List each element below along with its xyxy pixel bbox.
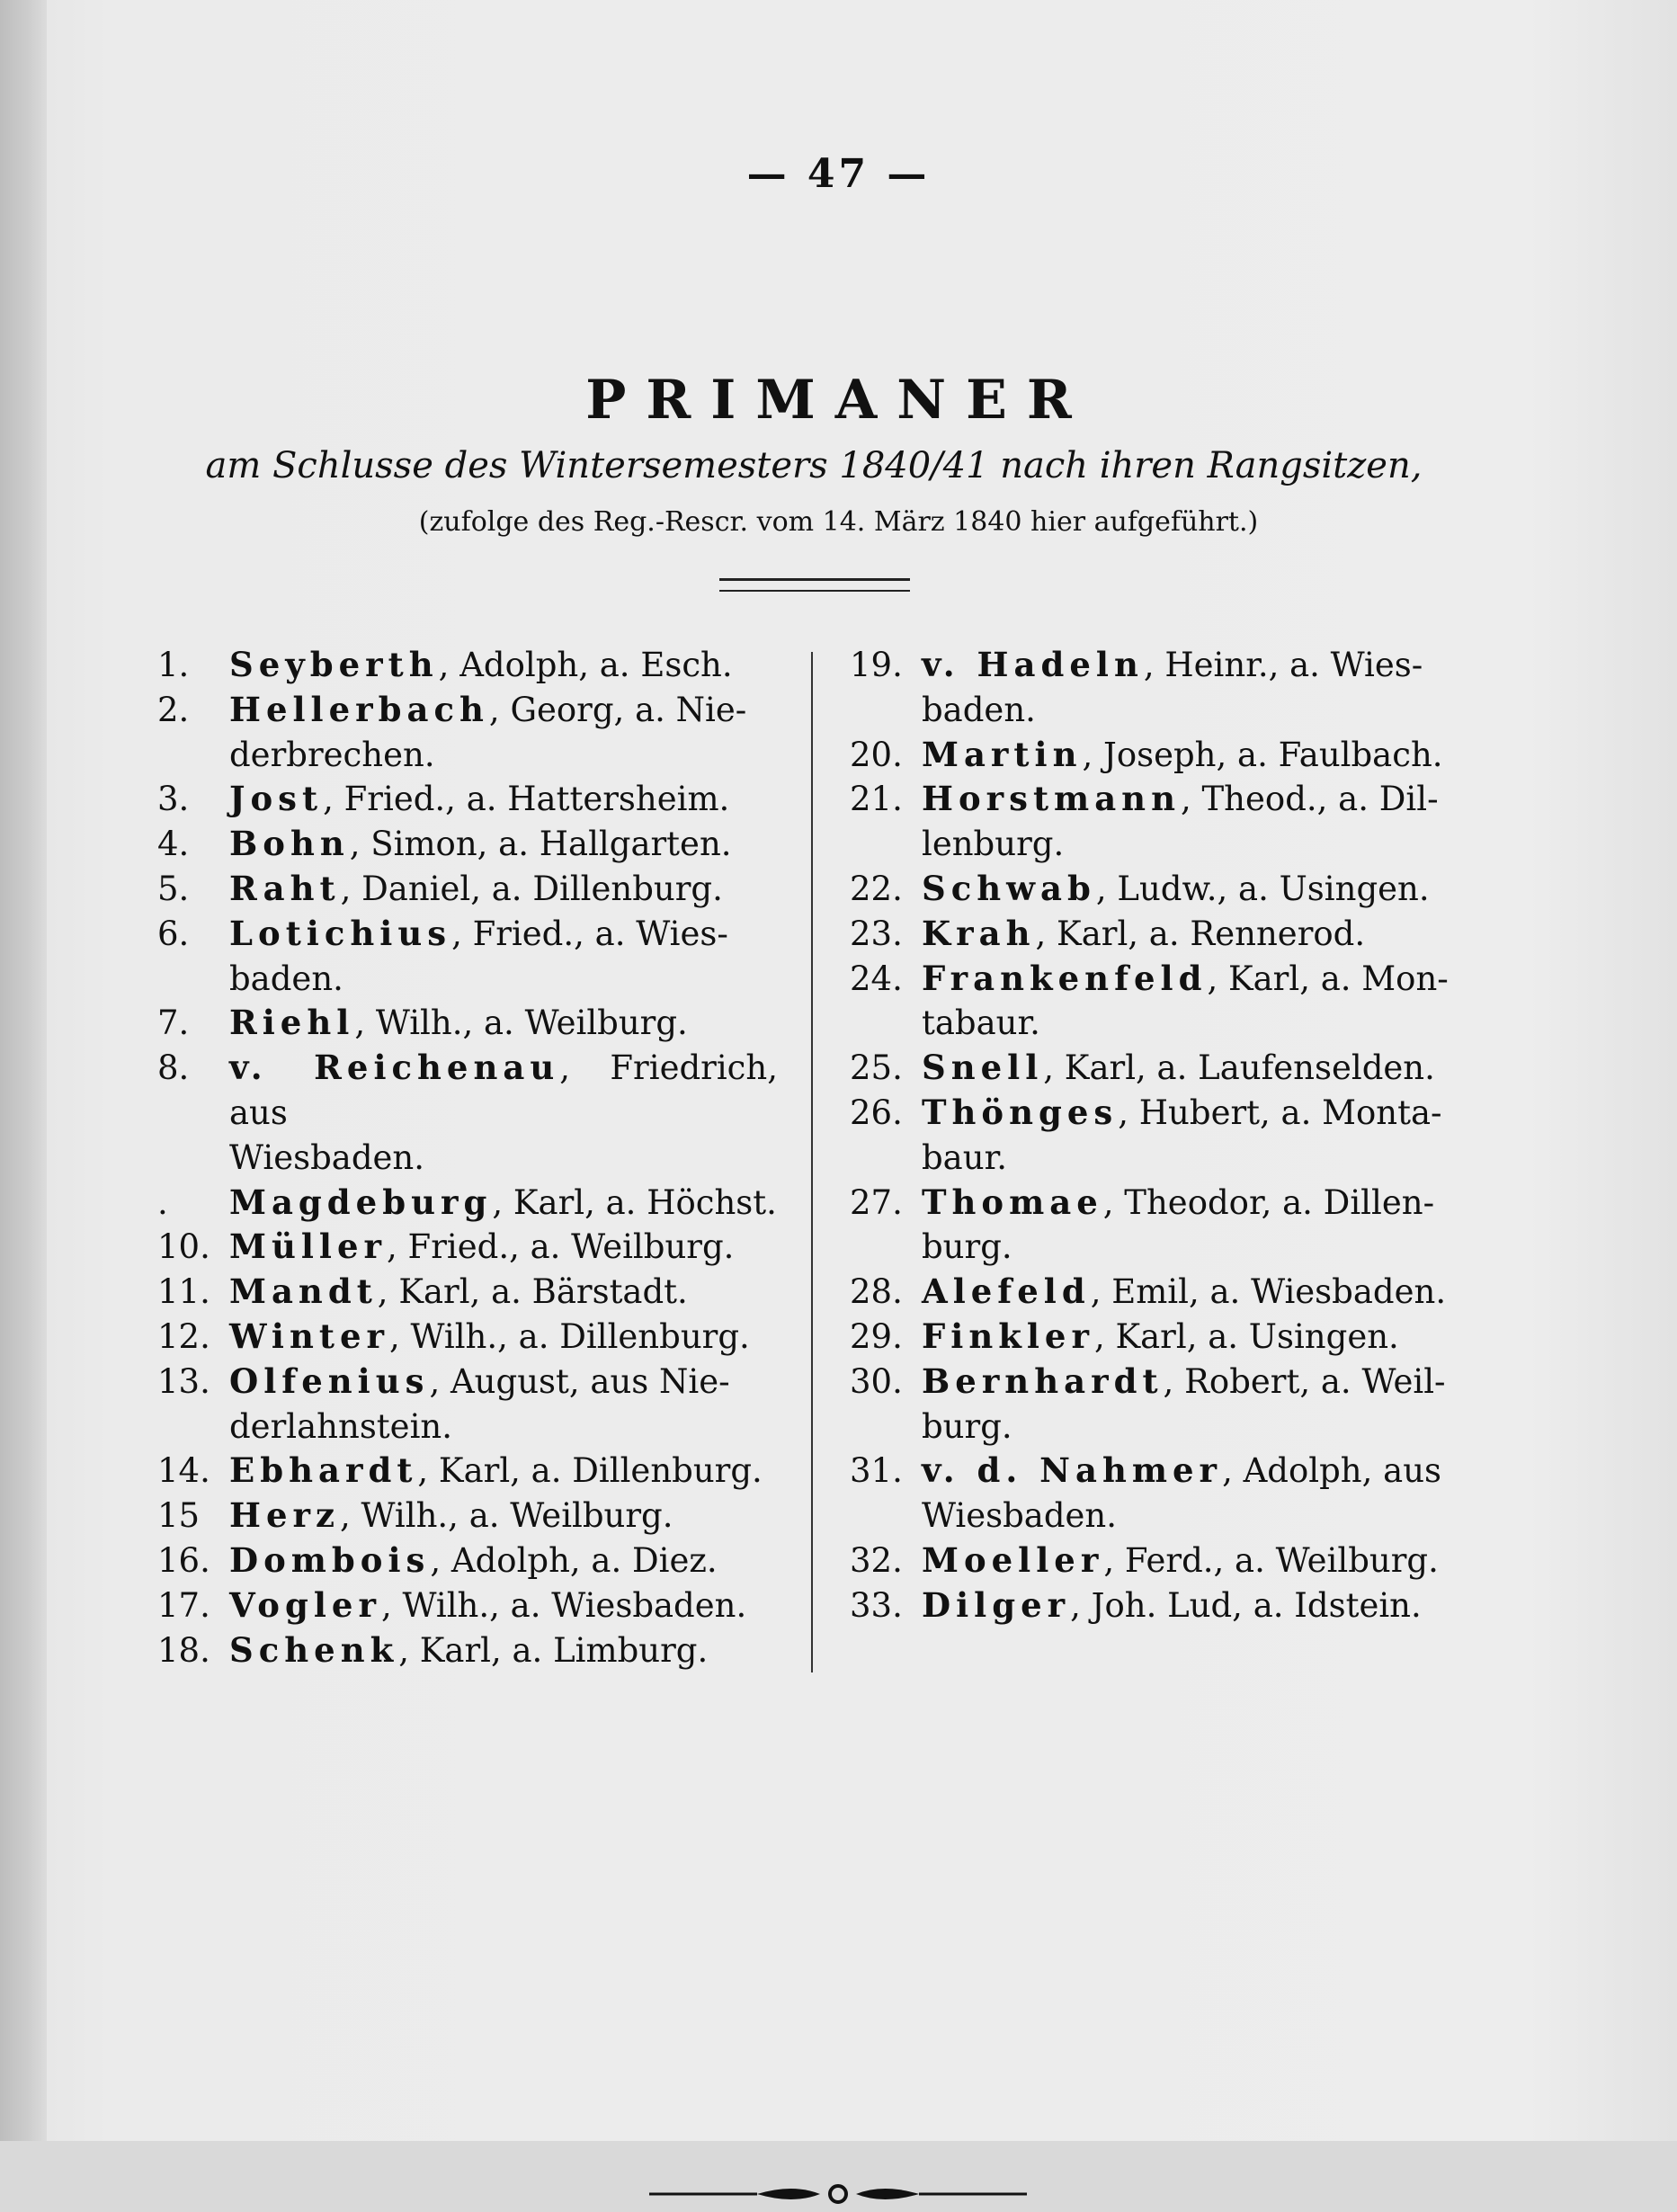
rank-number: 22.	[850, 869, 903, 908]
rank-number: 25.	[850, 1048, 903, 1088]
rank-number: 28.	[850, 1272, 903, 1312]
student-surname: v. Hadeln	[922, 645, 1144, 684]
student-entry	[850, 1539, 1470, 1583]
list-item	[850, 1583, 1470, 1628]
rank-number: 21.	[850, 780, 903, 819]
student-details: , Simon, a. Hallgarten.	[349, 825, 732, 864]
student-details: , Joseph, a. Faulbach.	[1082, 735, 1443, 774]
rank-number: 30.	[850, 1361, 903, 1401]
student-surname: Magdeburg	[229, 1182, 493, 1222]
list-item	[850, 1046, 1470, 1091]
closing-ornament	[649, 2176, 1027, 2212]
rank-number: .	[157, 1182, 168, 1222]
rank-number: 17.	[157, 1585, 210, 1625]
rank-number: 3.	[157, 780, 190, 819]
student-surname: Krah	[922, 913, 1036, 953]
student-surname: Bohn	[229, 824, 350, 864]
list-item	[157, 1270, 778, 1315]
list-item	[157, 1315, 778, 1360]
student-details-continued: lenburg.	[922, 825, 1065, 864]
student-details: , Fried., a. Wies-	[451, 914, 728, 953]
student-details: , Heinr., a. Wies-	[1143, 646, 1423, 684]
list-item	[157, 1181, 778, 1226]
rank-number: 10.	[157, 1227, 210, 1267]
list-item	[850, 1091, 1470, 1181]
rank-number: 7.	[157, 1003, 190, 1043]
subtitle: am Schlusse des Wintersemesters 1840/41 nach ihren Rangsitzen,	[205, 445, 1423, 486]
rank-number: 24.	[850, 959, 903, 998]
student-list-left	[157, 643, 778, 1672]
student-entry	[157, 1270, 778, 1315]
list-item	[157, 1628, 778, 1673]
student-surname: Moeller	[922, 1539, 1104, 1580]
list-item	[850, 1360, 1470, 1449]
student-details: , Wilh., a. Weilburg.	[354, 1003, 688, 1043]
student-details: , Karl, a. Laufenselden.	[1043, 1048, 1435, 1088]
rank-number: 4.	[157, 825, 190, 864]
student-details: , Theodor, a. Dillen-	[1102, 1182, 1435, 1222]
student-entry	[157, 1494, 778, 1539]
student-entry	[157, 1046, 778, 1136]
rank-number: 27.	[850, 1182, 903, 1222]
student-surname: Dilger	[922, 1584, 1071, 1625]
student-details: , Georg, a. Nie-	[488, 690, 747, 729]
student-details: , August, aus Nie-	[429, 1361, 730, 1401]
student-list-right	[850, 643, 1470, 1628]
book-binding-shadow	[0, 0, 47, 2141]
student-surname: Dombois	[229, 1539, 431, 1580]
list-item	[157, 688, 778, 778]
rank-number: 18.	[157, 1630, 210, 1670]
list-item	[850, 1270, 1470, 1315]
student-details: , Karl, a. Usingen.	[1093, 1316, 1399, 1356]
student-entry	[850, 1270, 1470, 1315]
student-entry	[157, 1628, 778, 1673]
student-details: , Joh. Lud, a. Idstein.	[1070, 1585, 1422, 1625]
student-entry	[850, 867, 1470, 912]
student-surname: Alefeld	[922, 1271, 1091, 1312]
student-details-continued: Wiesbaden.	[922, 1496, 1118, 1536]
list-item	[850, 1181, 1470, 1271]
student-details-continued: derbrechen.	[229, 735, 435, 774]
page-number: — 47 —	[746, 151, 931, 197]
student-details-continued: baden.	[229, 959, 343, 998]
student-details: , Karl, a. Limburg.	[398, 1630, 709, 1670]
student-entry	[850, 777, 1470, 822]
student-surname: Mandt	[229, 1271, 378, 1312]
student-entry	[157, 822, 778, 867]
student-surname: Seyberth	[229, 645, 439, 684]
student-surname: Martin	[922, 734, 1083, 774]
student-entry	[850, 643, 1470, 688]
list-item	[157, 1046, 778, 1180]
list-item	[157, 822, 778, 867]
student-entry	[157, 1001, 778, 1046]
student-entry	[850, 1449, 1470, 1494]
list-item	[850, 1539, 1470, 1583]
list-item	[850, 1449, 1470, 1539]
student-details-continued: burg.	[922, 1227, 1012, 1267]
student-surname: Vogler	[229, 1584, 381, 1625]
student-surname: Hellerbach	[229, 689, 489, 729]
student-details: , Theod., a. Dil-	[1180, 780, 1439, 819]
decree-note: (zufolge des Reg.-Rescr. vom 14. März 1840 hier aufgeführt.)	[418, 506, 1259, 538]
student-details: , Ludw., a. Usingen.	[1095, 869, 1430, 908]
list-item	[157, 1449, 778, 1494]
list-item	[157, 1539, 778, 1583]
rank-number: 8.	[157, 1048, 190, 1088]
student-entry	[157, 777, 778, 822]
student-details-continued: baden.	[922, 690, 1036, 729]
student-entry	[157, 912, 778, 957]
student-details: , Ferd., a. Weilburg.	[1103, 1540, 1439, 1580]
student-entry	[850, 1583, 1470, 1628]
student-details: , Karl, a. Mon-	[1207, 959, 1449, 998]
rank-number: 1.	[157, 646, 190, 684]
rank-number: 13.	[157, 1361, 210, 1401]
student-surname: Herz	[229, 1495, 341, 1536]
student-entry	[850, 1046, 1470, 1091]
rank-number: 14.	[157, 1451, 210, 1491]
student-entry	[850, 1181, 1470, 1226]
student-surname: Finkler	[922, 1316, 1094, 1356]
student-surname: v. Reichenau	[229, 1048, 560, 1088]
student-entry	[850, 1315, 1470, 1360]
rank-number: 12.	[157, 1316, 210, 1356]
list-item	[157, 1494, 778, 1539]
rank-number: 26.	[850, 1093, 903, 1132]
rank-number: 11.	[157, 1272, 210, 1312]
student-details: , Fried., a. Hattersheim.	[323, 780, 730, 819]
student-entry	[157, 1583, 778, 1628]
student-entry	[850, 957, 1470, 1002]
list-item	[157, 777, 778, 822]
column-divider	[811, 652, 813, 1672]
student-details: , Adolph, aus	[1222, 1451, 1442, 1491]
list-item	[850, 912, 1470, 957]
student-surname: v. d. Nahmer	[922, 1450, 1223, 1491]
student-details-continued: derlahnstein.	[229, 1406, 452, 1446]
list-item	[157, 867, 778, 912]
list-item	[850, 777, 1470, 867]
student-surname: Thönges	[922, 1092, 1119, 1132]
list-item	[157, 912, 778, 1002]
rank-number: 15	[157, 1496, 201, 1536]
list-item	[850, 1315, 1470, 1360]
list-item	[157, 643, 778, 688]
rank-number: 32.	[850, 1540, 903, 1580]
student-surname: Schenk	[229, 1629, 399, 1670]
student-surname: Jost	[229, 779, 324, 819]
student-surname: Lotichius	[229, 913, 452, 953]
list-item	[850, 643, 1470, 733]
student-surname: Snell	[922, 1048, 1044, 1088]
student-details: , Wilh., a. Wiesbaden.	[380, 1585, 747, 1625]
rank-number: 29.	[850, 1316, 903, 1356]
list-item	[157, 1583, 778, 1628]
student-details: , Emil, a. Wiesbaden.	[1090, 1272, 1447, 1312]
student-details: , Karl, a. Höchst.	[492, 1182, 777, 1222]
student-entry	[157, 867, 778, 912]
rank-number: 19.	[850, 646, 903, 684]
list-item	[157, 1001, 778, 1046]
student-surname: Raht	[229, 868, 341, 908]
student-details-continued: burg.	[922, 1406, 1012, 1446]
student-details: , Wilh., a. Dillenburg.	[388, 1316, 750, 1356]
rank-number: 5.	[157, 869, 190, 908]
student-entry	[157, 1360, 778, 1405]
student-surname: Ebhardt	[229, 1450, 418, 1491]
student-surname: Riehl	[229, 1003, 355, 1043]
student-surname: Winter	[229, 1316, 389, 1356]
student-surname: Müller	[229, 1226, 388, 1267]
student-entry	[850, 1091, 1470, 1136]
rank-number: 31.	[850, 1451, 903, 1491]
student-details: , Wilh., a. Weilburg.	[340, 1496, 673, 1536]
student-entry	[157, 1449, 778, 1494]
student-surname: Schwab	[922, 868, 1096, 908]
student-entry	[850, 733, 1470, 778]
student-details: , Robert, a. Weil-	[1163, 1361, 1446, 1401]
student-details: , Adolph, a. Diez.	[430, 1540, 718, 1580]
rank-number: 6.	[157, 914, 190, 953]
student-entry	[157, 1315, 778, 1360]
student-surname: Frankenfeld	[922, 958, 1208, 998]
student-details: , Karl, a. Bärstadt.	[377, 1272, 688, 1312]
rank-number: 2.	[157, 690, 190, 729]
student-entry	[157, 1539, 778, 1583]
student-details: , Daniel, a. Dillenburg.	[340, 869, 723, 908]
student-details-continued: baur.	[922, 1137, 1007, 1177]
list-item	[157, 1360, 778, 1449]
page-title: PRIMANER	[585, 369, 1092, 432]
student-details-continued: Wiesbaden.	[229, 1137, 425, 1177]
student-entry	[157, 1181, 778, 1226]
student-surname: Olfenius	[229, 1360, 430, 1401]
student-details: , Fried., a. Weilburg.	[387, 1227, 735, 1267]
rank-number: 20.	[850, 735, 903, 774]
student-entry	[850, 1360, 1470, 1405]
student-surname: Bernhardt	[922, 1360, 1164, 1401]
list-item	[157, 1225, 778, 1270]
list-item	[850, 957, 1470, 1047]
list-item	[850, 733, 1470, 778]
student-surname: Thomae	[922, 1182, 1103, 1222]
double-rule-divider	[719, 578, 910, 592]
student-entry	[157, 643, 778, 688]
student-details: , Friedrich, aus	[229, 1048, 778, 1132]
student-details-continued: tabaur.	[922, 1003, 1040, 1043]
student-entry	[850, 912, 1470, 957]
student-entry	[157, 688, 778, 733]
student-details: , Karl, a. Rennerod.	[1035, 914, 1366, 953]
student-surname: Horstmann	[922, 779, 1181, 819]
student-entry	[157, 1225, 778, 1270]
rank-number: 16.	[157, 1540, 210, 1580]
student-details: , Karl, a. Dillenburg.	[417, 1451, 763, 1491]
rank-number: 23.	[850, 914, 903, 953]
student-details: , Adolph, a. Esch.	[438, 646, 733, 684]
rank-number: 33.	[850, 1585, 903, 1625]
student-details: , Hubert, a. Monta-	[1118, 1093, 1442, 1132]
list-item	[850, 867, 1470, 912]
